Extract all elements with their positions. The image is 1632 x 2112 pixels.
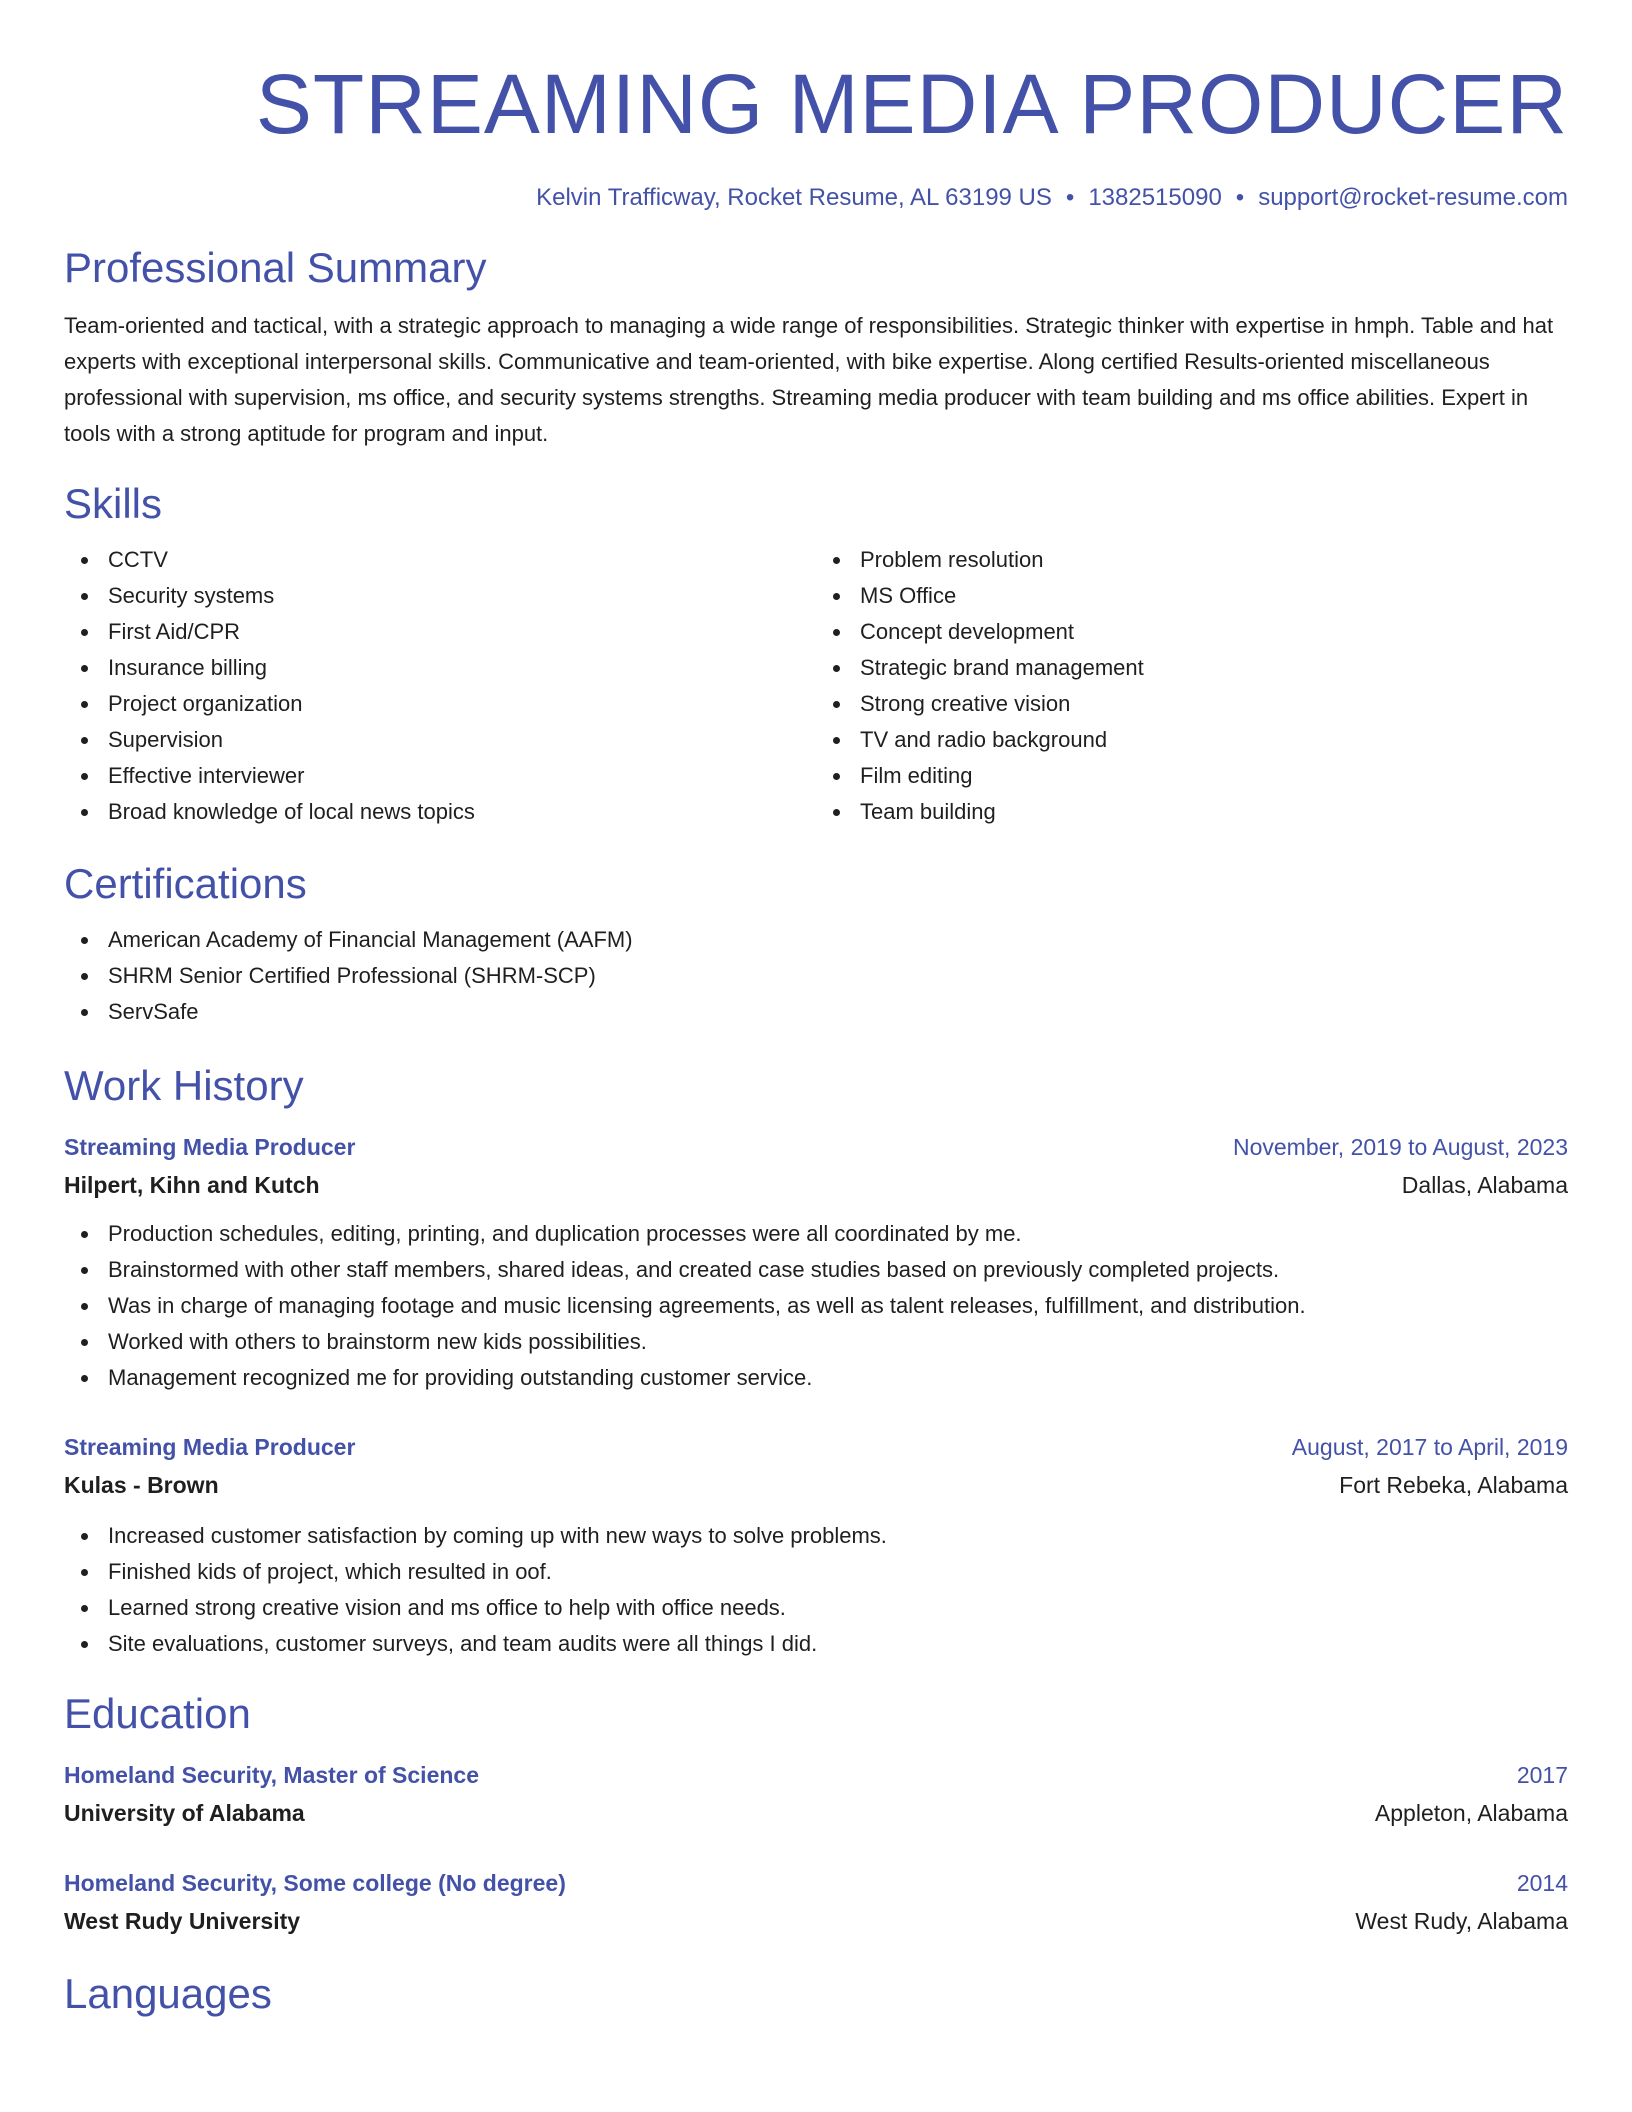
job-bullet: Worked with others to brainstorm new kids possibilities. — [108, 1324, 1568, 1360]
job-dates: August, 2017 to April, 2019 — [1291, 1434, 1568, 1460]
skill-item: Strong creative vision — [860, 686, 1568, 722]
education-header-row — [64, 1756, 1568, 1794]
skill-item: Problem resolution — [860, 542, 1568, 578]
education-degree: Homeland Security, Master of Science — [64, 1762, 479, 1788]
job-bullet: Brainstormed with other staff members, shared ideas, and created case studies based on previously completed projects. — [108, 1252, 1568, 1288]
education-school-row — [64, 1902, 1568, 1940]
education-entry — [64, 1756, 1568, 1832]
job-bullet: Management recognized me for providing outstanding customer service. — [108, 1360, 1568, 1396]
summary-text: Team-oriented and tactical, with a strategic approach to managing a wide range of responsibilities. Strategic thinker with expertise in hmph. Table and hat experts with exceptional interpersonal skills. Communicative and team-oriented, with bike expertise. Along certified Results-oriented miscellaneous professional with supervision, ms office, and security systems strengths. Streaming media producer with team building and ms office abilities. Expert in tools with a strong aptitude for program and input. — [64, 313, 1554, 446]
resume-title: STREAMING MEDIA PRODUCER — [255, 57, 1568, 151]
education-heading: Education — [64, 1690, 251, 1737]
languages-heading: Languages — [64, 1970, 272, 2017]
work-history-heading: Work History — [64, 1062, 304, 1109]
skill-item: Effective interviewer — [108, 758, 816, 794]
job-header-row — [64, 1428, 1568, 1466]
certification-item: American Academy of Financial Management (AAFM) — [108, 922, 1568, 958]
job-entry — [64, 1128, 1568, 1396]
contact-line — [64, 182, 1568, 214]
job-dates: November, 2019 to August, 2023 — [1232, 1134, 1568, 1160]
education-school: University of Alabama — [64, 1800, 305, 1826]
job-location: Fort Rebeka, Alabama — [1339, 1472, 1568, 1498]
skill-item: Broad knowledge of local news topics — [108, 794, 816, 830]
education-location: Appleton, Alabama — [1374, 1800, 1568, 1826]
skill-item: CCTV — [108, 542, 816, 578]
job-role: Streaming Media Producer — [64, 1134, 356, 1160]
certifications-heading: Certifications — [64, 860, 307, 907]
skill-item: Team building — [860, 794, 1568, 830]
skills-left-list — [64, 542, 816, 830]
skill-item: Security systems — [108, 578, 816, 614]
education-school-row — [64, 1794, 1568, 1832]
skill-item: Project organization — [108, 686, 816, 722]
job-header-row — [64, 1128, 1568, 1166]
skill-item: Supervision — [108, 722, 816, 758]
skills-right-list — [816, 542, 1568, 830]
job-bullet: Production schedules, editing, printing, and duplication processes were all coordinated by me. — [108, 1216, 1568, 1252]
certification-item: SHRM Senior Certified Professional (SHRM-SCP) — [108, 958, 1568, 994]
job-bullet: Was in charge of managing footage and music licensing agreements, as well as talent releases, fulfillment, and distribution. — [108, 1288, 1568, 1324]
skills-columns — [64, 542, 1568, 830]
education-year: 2017 — [1516, 1762, 1568, 1788]
job-bullet: Learned strong creative vision and ms office to help with office needs. — [108, 1590, 1568, 1626]
job-company: Hilpert, Kihn and Kutch — [64, 1172, 320, 1198]
skill-item: TV and radio background — [860, 722, 1568, 758]
certifications-list — [64, 922, 1568, 1030]
education-entry — [64, 1864, 1568, 1940]
job-company-row — [64, 1466, 1568, 1504]
contact-email: support@rocket-resume.com — [1258, 184, 1568, 211]
skill-item: Film editing — [860, 758, 1568, 794]
skill-item: Concept development — [860, 614, 1568, 650]
skill-item: Strategic brand management — [860, 650, 1568, 686]
contact-separator: • — [1235, 184, 1245, 211]
job-bullets — [64, 1518, 1568, 1662]
job-bullets — [64, 1216, 1568, 1396]
education-year: 2014 — [1516, 1870, 1568, 1896]
education-school: West Rudy University — [64, 1908, 301, 1934]
job-bullet: Site evaluations, customer surveys, and team audits were all things I did. — [108, 1626, 1568, 1662]
contact-phone: 1382515090 — [1088, 184, 1222, 211]
skill-item: First Aid/CPR — [108, 614, 816, 650]
education-degree: Homeland Security, Some college (No degree) — [64, 1870, 566, 1896]
education-location: West Rudy, Alabama — [1355, 1908, 1568, 1934]
contact-address: Kelvin Trafficway, Rocket Resume, AL 63199 US — [536, 184, 1052, 211]
job-bullet: Increased customer satisfaction by coming up with new ways to solve problems. — [108, 1518, 1568, 1554]
job-company-row — [64, 1166, 1568, 1204]
job-bullet: Finished kids of project, which resulted in oof. — [108, 1554, 1568, 1590]
resume-page — [64, 0, 1568, 2020]
skill-item: MS Office — [860, 578, 1568, 614]
summary-heading: Professional Summary — [64, 244, 487, 291]
skill-item: Insurance billing — [108, 650, 816, 686]
job-role: Streaming Media Producer — [64, 1434, 356, 1460]
certification-item: ServSafe — [108, 994, 1568, 1030]
job-company: Kulas - Brown — [64, 1472, 219, 1498]
skills-heading: Skills — [64, 480, 163, 527]
job-location: Dallas, Alabama — [1401, 1172, 1568, 1198]
job-entry — [64, 1428, 1568, 1662]
education-header-row — [64, 1864, 1568, 1902]
contact-separator: • — [1065, 184, 1075, 211]
